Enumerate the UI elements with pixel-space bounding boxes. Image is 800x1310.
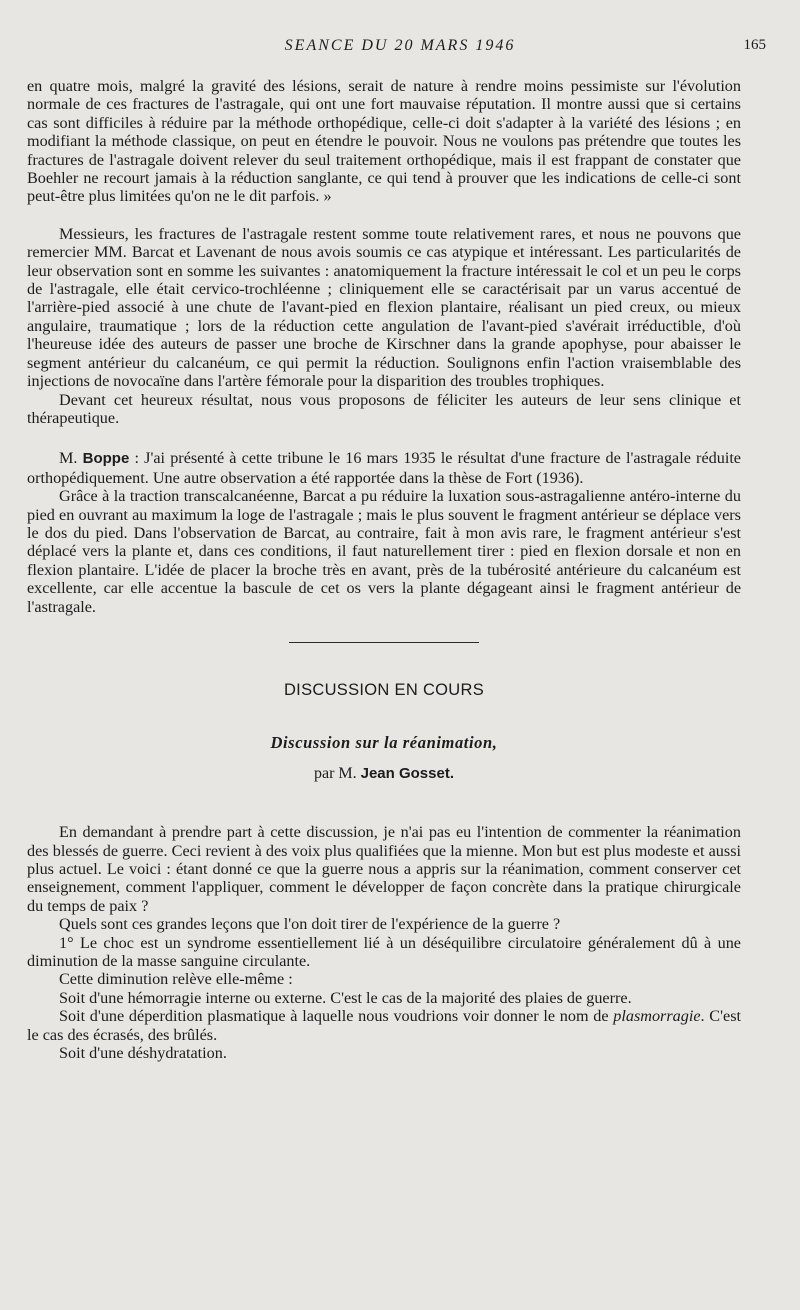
speaker-colon: : <box>129 449 145 468</box>
paragraph-conclusion: Devant cet heureux résultat, nous vous proposons de féliciter les auteurs de leur sens clinique et thérapeutique. <box>27 390 741 427</box>
byline-prefix: par M. <box>313 764 357 782</box>
article-paragraph-hemorrhage: Soit d'une hémorragie interne ou externe. C'est le cas de la majorité des plaies de guerre. <box>59 988 632 1007</box>
paragraph-traction: Grâce à la traction transcalcanéenne, Barcat a pu réduire la luxation sous-astragalienne antéro-interne du pied en ouvrant au maximum la loge de l'astragale ; mais le plus souvent le fragment antérieur se déplace vers le dos du pied. Dans l'observation de Barcat, au contraire, fait à mon avis rare, le fragment antérieur s'est déplacé vers la plante et, dans ces conditions, il faut naturellement tirer : pied en flexion dorsale et non en flexion plantaire. L'idée de placer la broche très en avant, près de la tubérosité antérieure du calcanéum est excellente, car elle accentue la bascule de cet os vers la plante dégageant ainsi le fragment antérieur de l'astragale. <box>27 487 741 616</box>
paragraph-continued: en quatre mois, malgré la gravité des lésions, serait de nature à rendre moins pessimiste sur l'évolution normale de ces fractures de l'astragale, qui ont une fort mauvaise réputation. Il montre aussi que si certains cas sont difficiles à réduire par la méthode orthopédique, celle-ci doit s'adapter à la variété des lésions ; en modifiant la méthode classique, on peut en étendre le pouvoir. Nous ne voulons pas prétendre que toutes les fractures de l'astragale doivent relever du seul traitement orthopédique, mais il est frappant de constater que Boehler ne recourt jamais à la réduction sanglante, ce qui tend à prouver que les indications de celle-ci sont peut-être plus limitées qu'on ne le dit parfois. » <box>27 77 741 206</box>
page-header <box>0 37 800 59</box>
speaker-name: Boppe <box>82 450 130 468</box>
article-paragraph-intro: En demandant à prendre part à cette discussion, je n'ai pas eu l'intention de commenter la réanimation des blessés de guerre. Ceci revient à des voix plus qualifiées que la mienne. Mon but est plus modeste et aussi plus actuel. Le voici : étant donné ce que la guerre nous a appris sur la réanimation, comment conserver cet enseignement, comment l'appliquer, comment le développer de façon concrète dans la pratique chirurgicale du temps de paix ? <box>27 823 741 915</box>
article-paragraph-plasmorrhage: Soit d'une déperdition plasmatique à laquelle nous voudrions voir donner le nom de plasmorragie. C'est le cas des écrasés, des brûlés. <box>27 1007 741 1044</box>
paragraph-rapporteur-summary: Messieurs, les fractures de l'astragale restent somme toute relativement rares, et nous ne pouvons que remercier MM. Barcat et Lavenant de nous avois soumis ce cas atypique et intéressant. Les particularités de leur observation sont en somme les suivantes : anatomiquement la fracture intéressait le col et un peu le corps de l'astragale, elle était cervico-trochléenne ; cliniquement elle se caractérisait par un varus accentué de l'arrière-pied associé à une chute de l'avant-pied en flexion plantaire, réalisant un pied creux, ou mieux angulaire, traumatique ; lors de la réduction cette angulation de l'avant-pied s'avérait irréductible, d'où l'heureuse idée des auteurs de passer une broche de Kirschner dans la grande apophyse, pour abaisser le segment antérieur du calcanéum, ce qui permit la réduction. Soulignons enfin l'action vraisemblable des injections de novocaïne dans l'artère fémorale pour la disparition des troubles trophiques. <box>27 224 741 391</box>
article-paragraph-point-1: 1° Le choc est un syndrome essentiellement lié à un déséquilibre circulatoire généralement dû à une diminution de la masse sanguine circulante. <box>27 933 741 971</box>
section-heading: DISCUSSION EN COURS <box>283 680 485 699</box>
section-divider <box>289 642 479 643</box>
article-title: Discussion sur la réanimation, <box>270 733 498 753</box>
article-paragraph-dehydration: Soit d'une déshydratation. <box>59 1044 227 1063</box>
running-title: SEANCE DU 20 MARS 1946 <box>284 37 516 54</box>
page-number: 165 <box>743 37 766 53</box>
article-paragraph-diminution: Cette diminution relève elle-même : <box>59 970 293 989</box>
byline <box>27 765 741 783</box>
byline-author: Jean Gosset. <box>360 764 455 782</box>
body-text <box>27 77 741 1062</box>
term-plasmorragie: plasmorragie <box>613 1007 701 1026</box>
intervention-text: J'ai présenté à cette tribune le 16 mars 1935 le résultat d'une fracture de l'astragale réduite orthopédiquement. Une autre observation a été rapportée dans la thèse de Fort (1936). <box>27 449 741 487</box>
speaker-prefix: M. <box>59 449 78 468</box>
article-paragraph-question: Quels sont ces grandes leçons que l'on doit tirer de l'expérience de la guerre ? <box>59 915 561 934</box>
paragraph-boppe-intervention <box>27 449 741 487</box>
